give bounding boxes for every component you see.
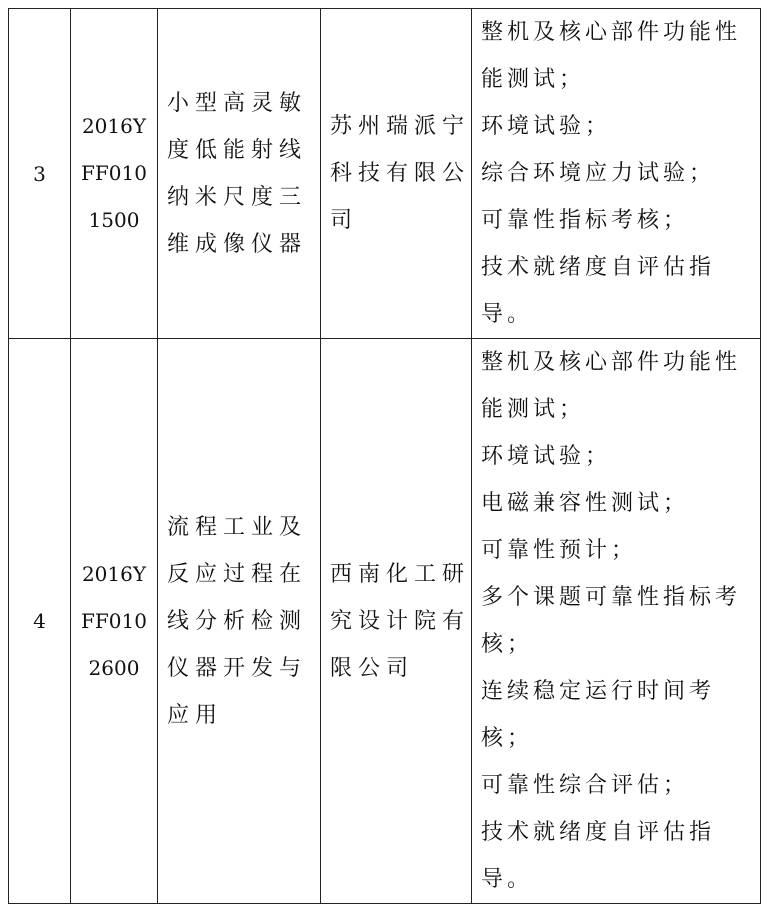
organization-line: 究设计院有 [330,608,471,634]
test-item: 技术就绪度自评估指导。 [481,820,716,892]
project-code-line: 2600 [88,655,140,680]
project-name-line: 维成像仪器 [167,231,308,257]
project-table [8,8,761,904]
project-name-line: 应用 [167,702,224,728]
test-item: 多个课题可靠性指标考核； [481,585,742,657]
project-name-cell [158,339,321,904]
project-code-cell [71,339,158,904]
project-name-line: 流程工业及 [167,514,308,540]
test-item: 可靠性综合评估； [481,773,690,798]
project-code-line: 2016Y [81,114,147,138]
project-code-line: 2016Y [81,561,147,586]
test-items-cell [472,339,761,904]
test-item: 电磁兼容性测试； [481,491,690,516]
project-name-line: 仪器开发与 [167,655,308,681]
row-number: 4 [33,609,46,633]
organization-line: 西南化工研 [330,561,471,587]
test-items-cell [472,9,761,339]
test-item: 环境试验； [481,114,612,139]
project-code-line: FF010 [81,608,147,633]
project-code-line: FF010 [81,161,147,185]
organization-cell [321,9,472,339]
row-number-cell [9,339,71,904]
project-name-line: 小型高灵敏 [167,90,308,116]
project-name-cell [158,9,321,339]
row-number-cell [9,9,71,339]
organization-cell [321,339,472,904]
project-name-line: 纳米尺度三 [167,184,308,210]
test-item: 环境试验； [481,444,612,469]
table-row [9,339,761,904]
organization-line: 限公司 [330,655,415,681]
test-item: 整机及核心部件功能性能测试； [481,350,742,422]
project-name-line: 反应过程在 [167,561,308,587]
organization-line: 司 [330,208,359,233]
organization-line: 科技有限公 [330,161,471,186]
table-row [9,9,761,339]
organization-line: 苏州瑞派宁 [330,114,471,139]
test-item: 技术就绪度自评估指导。 [481,255,716,327]
project-code-line: 1500 [88,208,140,232]
test-item: 综合环境应力试验； [481,161,716,186]
row-number: 3 [33,161,46,186]
test-item: 整机及核心部件功能性能测试； [481,20,742,92]
project-name-line: 线分析检测 [167,608,308,634]
test-item: 可靠性预计； [481,538,638,563]
project-name-line: 度低能射线 [167,137,308,163]
project-code-cell [71,9,158,339]
test-item: 连续稳定运行时间考核； [481,679,716,751]
test-item: 可靠性指标考核； [481,208,690,233]
